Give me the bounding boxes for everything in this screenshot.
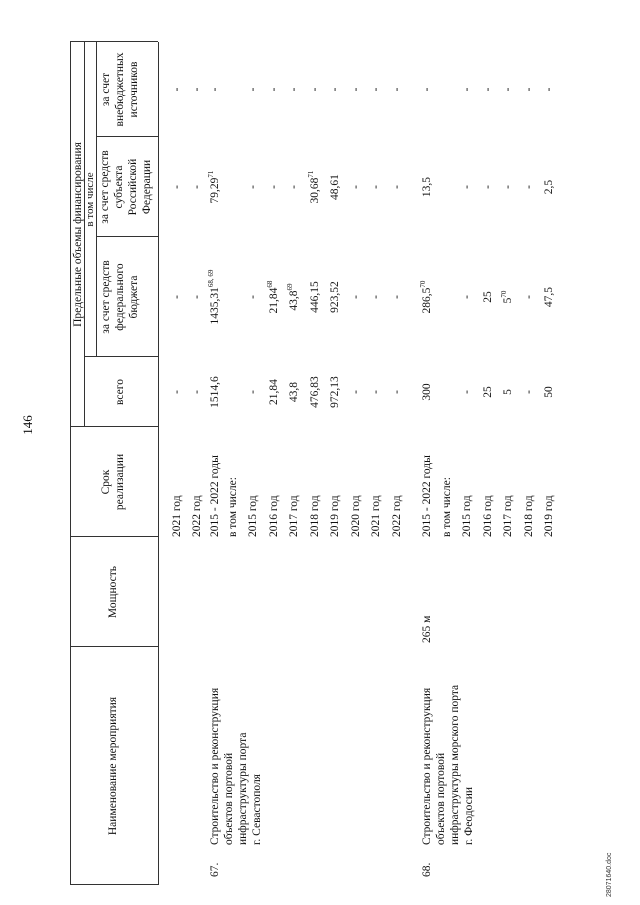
header-extra-line1: за счет (100, 72, 112, 107)
row-federal: - (247, 295, 259, 299)
row-federal: 923,52 (329, 281, 341, 313)
header-period-line1: Срок (100, 469, 112, 495)
header-financing-title: Предельные объемы финансирования (72, 142, 84, 327)
row-period: 2015 год (247, 495, 259, 537)
row-subject: - (522, 185, 535, 189)
page-number: 146 (20, 415, 35, 435)
header-capacity: Мощность (107, 565, 119, 619)
row-total: 972,13 (329, 376, 341, 408)
header-federal-line2: федерального (114, 263, 126, 331)
row-total: - (171, 390, 183, 394)
row-period: 2021 год (370, 495, 382, 537)
row-subject: - (288, 185, 300, 189)
row-total: 25 (481, 386, 494, 398)
header-period-line2: реализации (114, 453, 126, 511)
row-period: 2015 год (461, 495, 473, 537)
row-extra: - (247, 87, 259, 92)
summary-period: 2015 - 2022 годы (209, 455, 221, 537)
item-name-line: объектов портовой (435, 752, 447, 845)
row-period: 2019 год (543, 495, 555, 537)
row-subject: - (461, 185, 473, 189)
row-total: - (191, 390, 203, 394)
summary-period: 2015 - 2022 годы (421, 455, 433, 537)
header-extra-line2: внебюджетных (114, 52, 126, 127)
row-extra: - (522, 87, 535, 92)
row-subject: 30,68$^{71}$ (306, 170, 321, 204)
row-period: 2016 год (481, 495, 494, 537)
including-label: в том числе: (441, 477, 453, 537)
header-total: всего (114, 379, 126, 405)
row-subject: - (481, 185, 494, 189)
row-period: 2016 год (267, 495, 280, 537)
item-name-line: инфраструктуры морского порта (449, 684, 461, 845)
summary-subject: 79,29$^{71}$ (207, 170, 221, 204)
row-extra: - (502, 87, 514, 92)
row-extra: - (370, 87, 382, 92)
row-period: 2022 год (191, 495, 203, 537)
row-total: - (461, 390, 473, 394)
item-number: 67. (209, 862, 221, 877)
item-name-line: Строительство и реконструкция (209, 687, 221, 845)
row-extra: - (543, 87, 555, 92)
row-federal: 25 (481, 291, 494, 303)
including-label: в том числе: (227, 477, 239, 537)
row-federal: 47,5 (543, 286, 555, 308)
row-period: 2018 год (522, 495, 535, 537)
row-period: 2022 год (390, 495, 403, 537)
row-extra: - (349, 87, 362, 92)
header-federal-line1: за счет средств (100, 260, 112, 334)
row-period: 2017 год (502, 495, 514, 537)
item-number: 68. (421, 862, 433, 877)
row-total: - (522, 390, 535, 394)
footer-code: 28071640.doc (606, 852, 613, 897)
row-total: 43,8 (288, 381, 300, 403)
row-extra: - (329, 87, 341, 92)
row-total: - (349, 390, 362, 394)
summary-federal: 1435,31$^{68, 69}$ (207, 269, 221, 325)
row-extra: - (308, 87, 321, 92)
item-name-line: Строительство и реконструкция (421, 687, 433, 845)
row-extra: - (390, 87, 403, 92)
row-federal: - (370, 295, 382, 299)
header-subject-line1: за счет средств (99, 150, 111, 224)
row-federal: - (191, 295, 203, 299)
row-subject: 2,5 (543, 179, 555, 195)
row-extra: - (267, 87, 280, 92)
row-subject: - (502, 185, 514, 189)
header-federal-line3: бюджета (128, 275, 140, 319)
row-subject: - (267, 185, 280, 189)
row-extra: - (461, 87, 473, 92)
header-name: Наименование мероприятия (107, 696, 119, 836)
row-total: 5 (502, 389, 514, 395)
row-federal: 21,84$^{68}$ (265, 280, 280, 314)
row-federal: $5^{70}$ (500, 290, 514, 304)
row-extra: - (481, 87, 494, 92)
row-extra: - (191, 87, 203, 92)
row-total: - (390, 390, 403, 394)
summary-subject: 13,5 (421, 176, 433, 198)
row-total: - (370, 390, 382, 394)
item-capacity: 265 м (421, 615, 433, 643)
summary-extra: - (421, 87, 433, 92)
header-subject-line2: субъекта (113, 165, 125, 209)
summary-total: 300 (421, 383, 433, 401)
row-subject: 48,61 (329, 174, 341, 200)
row-subject: - (191, 185, 203, 189)
summary-extra: - (209, 87, 221, 92)
item-name-line: инфраструктуры порта (237, 732, 249, 845)
row-subject: - (247, 185, 259, 189)
row-subject: - (390, 185, 403, 189)
row-federal: - (461, 295, 473, 299)
row-federal: - (171, 295, 183, 299)
row-subject: - (370, 185, 382, 189)
row-period: 2018 год (308, 495, 321, 537)
row-federal: - (390, 295, 403, 299)
row-federal: 43,8$^{69}$ (286, 283, 300, 311)
header-including: в том числе (84, 172, 96, 227)
row-total: 476,83 (308, 376, 321, 408)
header-subject-line3: Российской (127, 158, 139, 216)
including-border (96, 42, 97, 357)
row-subject: - (171, 185, 183, 189)
row-total: 21,84 (267, 379, 280, 405)
row-federal: - (349, 295, 362, 299)
row-extra: - (288, 87, 300, 92)
item-name-line: г. Феодосии (463, 786, 475, 845)
row-federal: - (522, 295, 535, 299)
header-extra-line3: источников (128, 61, 140, 118)
row-period: 2020 год (349, 495, 362, 537)
row-period: 2021 год (171, 495, 183, 537)
header-subject-line4: Федерации (141, 159, 153, 215)
row-subject: - (349, 185, 362, 189)
row-total: - (247, 390, 259, 394)
summary-total: 1514,6 (209, 376, 221, 408)
item-name-line: объектов портовой (223, 752, 235, 845)
row-period: 2019 год (329, 495, 341, 537)
row-federal: 446,15 (308, 281, 321, 313)
item-name-line: г. Севастополя (251, 774, 263, 845)
row-total: 50 (543, 386, 555, 398)
header-bottom-border (158, 42, 159, 885)
row-extra: - (171, 87, 183, 92)
summary-federal: 286,5$^{70}$ (419, 280, 433, 314)
row-period: 2017 год (288, 495, 300, 537)
